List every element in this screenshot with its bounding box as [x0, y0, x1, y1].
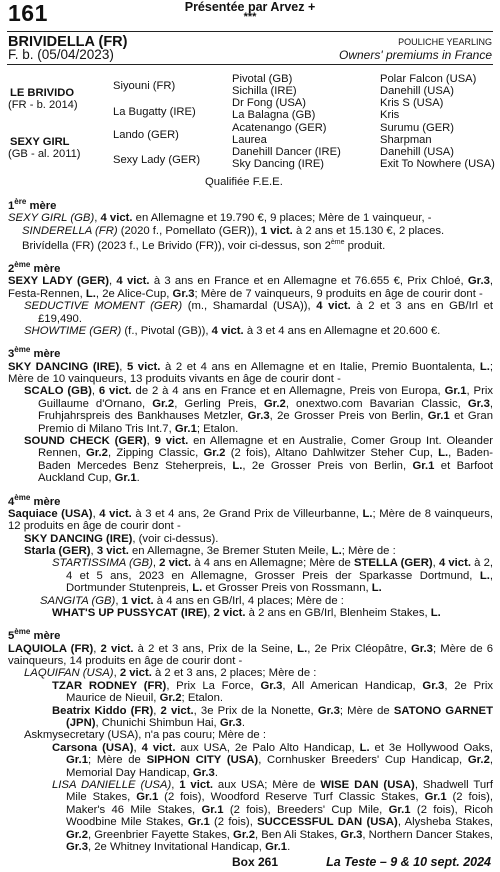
produce-line: Askmysecretary (USA), n'a pas couru; Mère de :	[24, 729, 266, 742]
pedigree-gen3: Acatenango (GER)	[232, 122, 327, 134]
consignor: Présentée par Arvez +	[184, 0, 316, 14]
pedigree-gen4: Polar Falcon (USA)	[380, 73, 477, 85]
pedigree-gen4: Kris	[380, 109, 400, 121]
section-title: 4ème mère	[8, 492, 61, 508]
dam-paragraph: SKY DANCING (IRE), 5 vict. à 2 et 4 ans en Allemagne et en Italie, Premio Buontalenta, L.; Mère de 10 vainqueurs, 13 produits vivants en âge de courir dont -	[8, 360, 494, 385]
pedigree-gen3: Pivotal (GB)	[232, 73, 293, 85]
pedigree-gen4: Kris S (USA)	[380, 97, 444, 109]
section-first-dam	[8, 196, 493, 252]
produce-line: SKY DANCING (IRE), (voir ci-dessus).	[24, 532, 219, 545]
dam-paragraph: LAQUIOLA (FR), 2 vict. à 2 et 3 ans, Prix de la Seine, L., 2e Prix Cléopâtre, Gr.3; Mère de 6 vainqueurs, 14 produits en âge de courir dont -	[8, 642, 494, 667]
pedigree-gen2: Lando (GER)	[113, 129, 179, 141]
section-title: 1ère mère	[8, 197, 57, 212]
produce-line: Starla (GER), 3 vict. en Allemagne, 3e Bremer Stuten Meile, L.; Mère de :	[24, 544, 396, 557]
pedigree-gen3: Danehill Dancer (IRE)	[232, 146, 341, 158]
horse-sex: POULICHE YEARLING	[398, 37, 492, 47]
lot-number: 161	[8, 0, 48, 26]
dam-paragraph: SEXY LADY (GER), 4 vict. à 3 ans en France et en Allemagne et 76.655 €, Prix Chloé, Gr.3, Festa-Rennen, L., 2e Alice-Cup, Gr.3; Mère de 7 vainqueurs, 9 produits en âge de courir dont -	[8, 275, 494, 300]
section-title: 3ème mère	[8, 345, 61, 361]
produce-line: WHAT'S UP PUSSYCAT (IRE), 2 vict. à 2 ans en GB/Irl, Blenheim Stakes, L.	[52, 607, 441, 620]
divider	[7, 64, 493, 65]
produce-line: TZAR RODNEY (FR), Prix La Force, Gr.3, All American Handicap, Gr.3, 2e Prix Maurice de Nieuil, Gr.2; Etalon.	[52, 679, 494, 705]
pedigree-gen2: Siyouni (FR)	[113, 80, 176, 92]
produce-line: LISA DANIELLE (USA), 1 vict. aux USA; Mère de WISE DAN (USA), Shadwell Turf Mile Stakes, Gr.1 (2 fois), Woodford Reserve Turf Classic Stakes, Gr.1 (2 fois), Maker's 46 Mile Stakes, Gr.1 (2 fois), Breeders' Cup Mile, Gr.1 (2 fois), Ricoh Woodbine Mile Stakes, Gr.1 (2 fois), SUCCESSFUL DAN (USA), Alysheba Stakes, Gr.2, Greenbrier Fayette Stakes, Gr.2, Ben Ali Stakes, Gr.3, Northern Dancer Stakes, Gr.3, 2e Whitney Invitational Handicap, Gr.1.	[52, 779, 494, 854]
section-title: 5ème mère	[8, 627, 61, 643]
pedigree-sire: LE BRIVIDO	[10, 87, 75, 99]
horse-name: BRIVIDELLA (FR)	[8, 34, 128, 50]
produce-line: SCALO (GB), 6 vict. de 2 à 4 ans en France et en Allemagne, Preis von Europa, Gr.1, Prix Guillaume d'Ornano, Gr.2, Gerling Preis, Gr.2, onextwo.com Bavarian Classic, Gr.3, Fruhjahrspreis des Bankhauses Metzler, Gr.3, 2e Grosser Preis von Berlin, Gr.1 et Gran Premio di Milano Tris Int.7, Gr.1; Etalon.	[24, 385, 494, 435]
divider	[7, 31, 493, 32]
section-second-dam	[8, 259, 493, 337]
produce-line: Carsona (USA), 4 vict. aux USA, 2e Palo Alto Handicap, L. et 3e Hollywood Oaks, Gr.1; Mère de SIPHON CITY (USA), Cornhusker Breeders' Cup Handicap, Gr.2, Memorial Day Handicap, Gr.3.	[52, 741, 493, 779]
pedigree-gen3: Dr Fong (USA)	[232, 97, 306, 109]
produce-line: Brivídella (FR) (2023 f., Le Brivido (FR)), voir ci-dessus, son 2ème produit.	[22, 238, 386, 252]
pedigree-gen4: Danehill (USA)	[380, 146, 454, 158]
pedigree-gen4: Sharpman	[380, 134, 432, 146]
section-fourth-dam	[8, 492, 493, 620]
produce-line: SEDUCTIVE MOMENT (GER) (m., Shamardal (USA)), 4 vict. à 2 et 3 ans en GB/Irl et £19,490.	[24, 300, 494, 325]
produce-line: SANGITA (GB), 1 vict. à 4 ans en GB/Irl, 4 places; Mère de :	[40, 594, 344, 607]
pedigree-gen4: Danehill (USA)	[380, 85, 454, 97]
pedigree-gen3: Laurea	[232, 134, 267, 146]
pedigree-gen3: Sky Dancing (IRE)	[232, 158, 325, 170]
page-footer	[0, 855, 500, 871]
box-number: Box 261	[232, 855, 279, 869]
produce-line: SHOWTIME (GER) (f., Pivotal (GB)), 4 vict. à 3 et 4 ans en Allemagne et 20.600 €.	[24, 324, 441, 337]
produce-line: LAQUIFAN (USA), 2 vict. à 2 et 3 ans, 2 places; Mère de :	[24, 667, 317, 680]
pedigree-gen3: Sichilla (IRE)	[232, 85, 297, 97]
pedigree-dam-detail: (GB - al. 2011)	[8, 148, 81, 160]
sale-event: La Teste – 9 & 10 sept. 2024	[326, 855, 491, 869]
pedigree-gen2: Sexy Lady (GER)	[113, 154, 201, 166]
dam-paragraph: SEXY GIRL (GB), 4 vict. en Allemagne et 19.790 €, 9 places; Mère de 1 vainqueur, -	[8, 212, 432, 225]
pedigree-gen3: La Balagna (GB)	[232, 109, 316, 121]
pedigree-gen4: Surumu (GER)	[380, 122, 454, 134]
qualification-note: Qualifiée F.E.E.	[205, 176, 283, 188]
produce-line: Beatrix Kiddo (FR), 2 vict., 3e Prix de la Nonette, Gr.3; Mère de SATONO GARNET (JPN), Chunichi Shimbun Hai, Gr.3.	[52, 704, 493, 730]
produce-line: STARTISSIMA (GB), 2 vict. à 4 ans en Allemagne; Mère de STELLA (GER), 4 vict. à 2, 4 et 5 ans, 2023 en Allemagne, Grosser Preis der Sparkasse Dortmund, L., Dortmunder Stutenpreis, L. et Grosser Preis von Rossmann, L.	[52, 557, 493, 595]
rating-stars: ***	[243, 11, 257, 23]
section-fifth-dam	[8, 626, 493, 853]
produce-line: SINDERELLA (FR) (2020 f., Pomellato (GER)), 1 vict. à 2 ans et 15.130 €, 2 places.	[22, 224, 445, 237]
catalogue-body	[8, 196, 493, 854]
premiums-note: Owners' premiums in France	[339, 48, 492, 62]
dam-paragraph: Saquiace (USA), 4 vict. à 3 et 4 ans, 2e Grand Prix de Villeurbanne, L.; Mère de 8 vainqueurs, 12 produits en âge de courir dont -	[8, 507, 493, 533]
pedigree-gen4: Exit To Nowhere (USA)	[380, 158, 495, 170]
pedigree-dam: SEXY GIRL	[10, 136, 70, 148]
produce-line: SOUND CHECK (GER), 9 vict. en Allemagne et en Australie, Comer Group Int. Oleander Rennen, Gr.2, Zipping Classic, Gr.2 (2 fois), Altano Dahlwitzer Steher Cup, L., Baden-Baden Mercedes Benz Steherpreis, L., 2e Grosser Preis von Berlin, Gr.1 et Barfoot Auckland Cup, Gr.1.	[24, 434, 494, 485]
section-third-dam	[8, 344, 493, 484]
horse-birth: F. b. (05/04/2023)	[8, 47, 114, 62]
pedigree-sire-detail: (FR - b. 2014)	[8, 99, 78, 111]
section-title: 2ème mère	[8, 260, 61, 275]
pedigree-gen2: La Bugatty (IRE)	[113, 106, 196, 118]
